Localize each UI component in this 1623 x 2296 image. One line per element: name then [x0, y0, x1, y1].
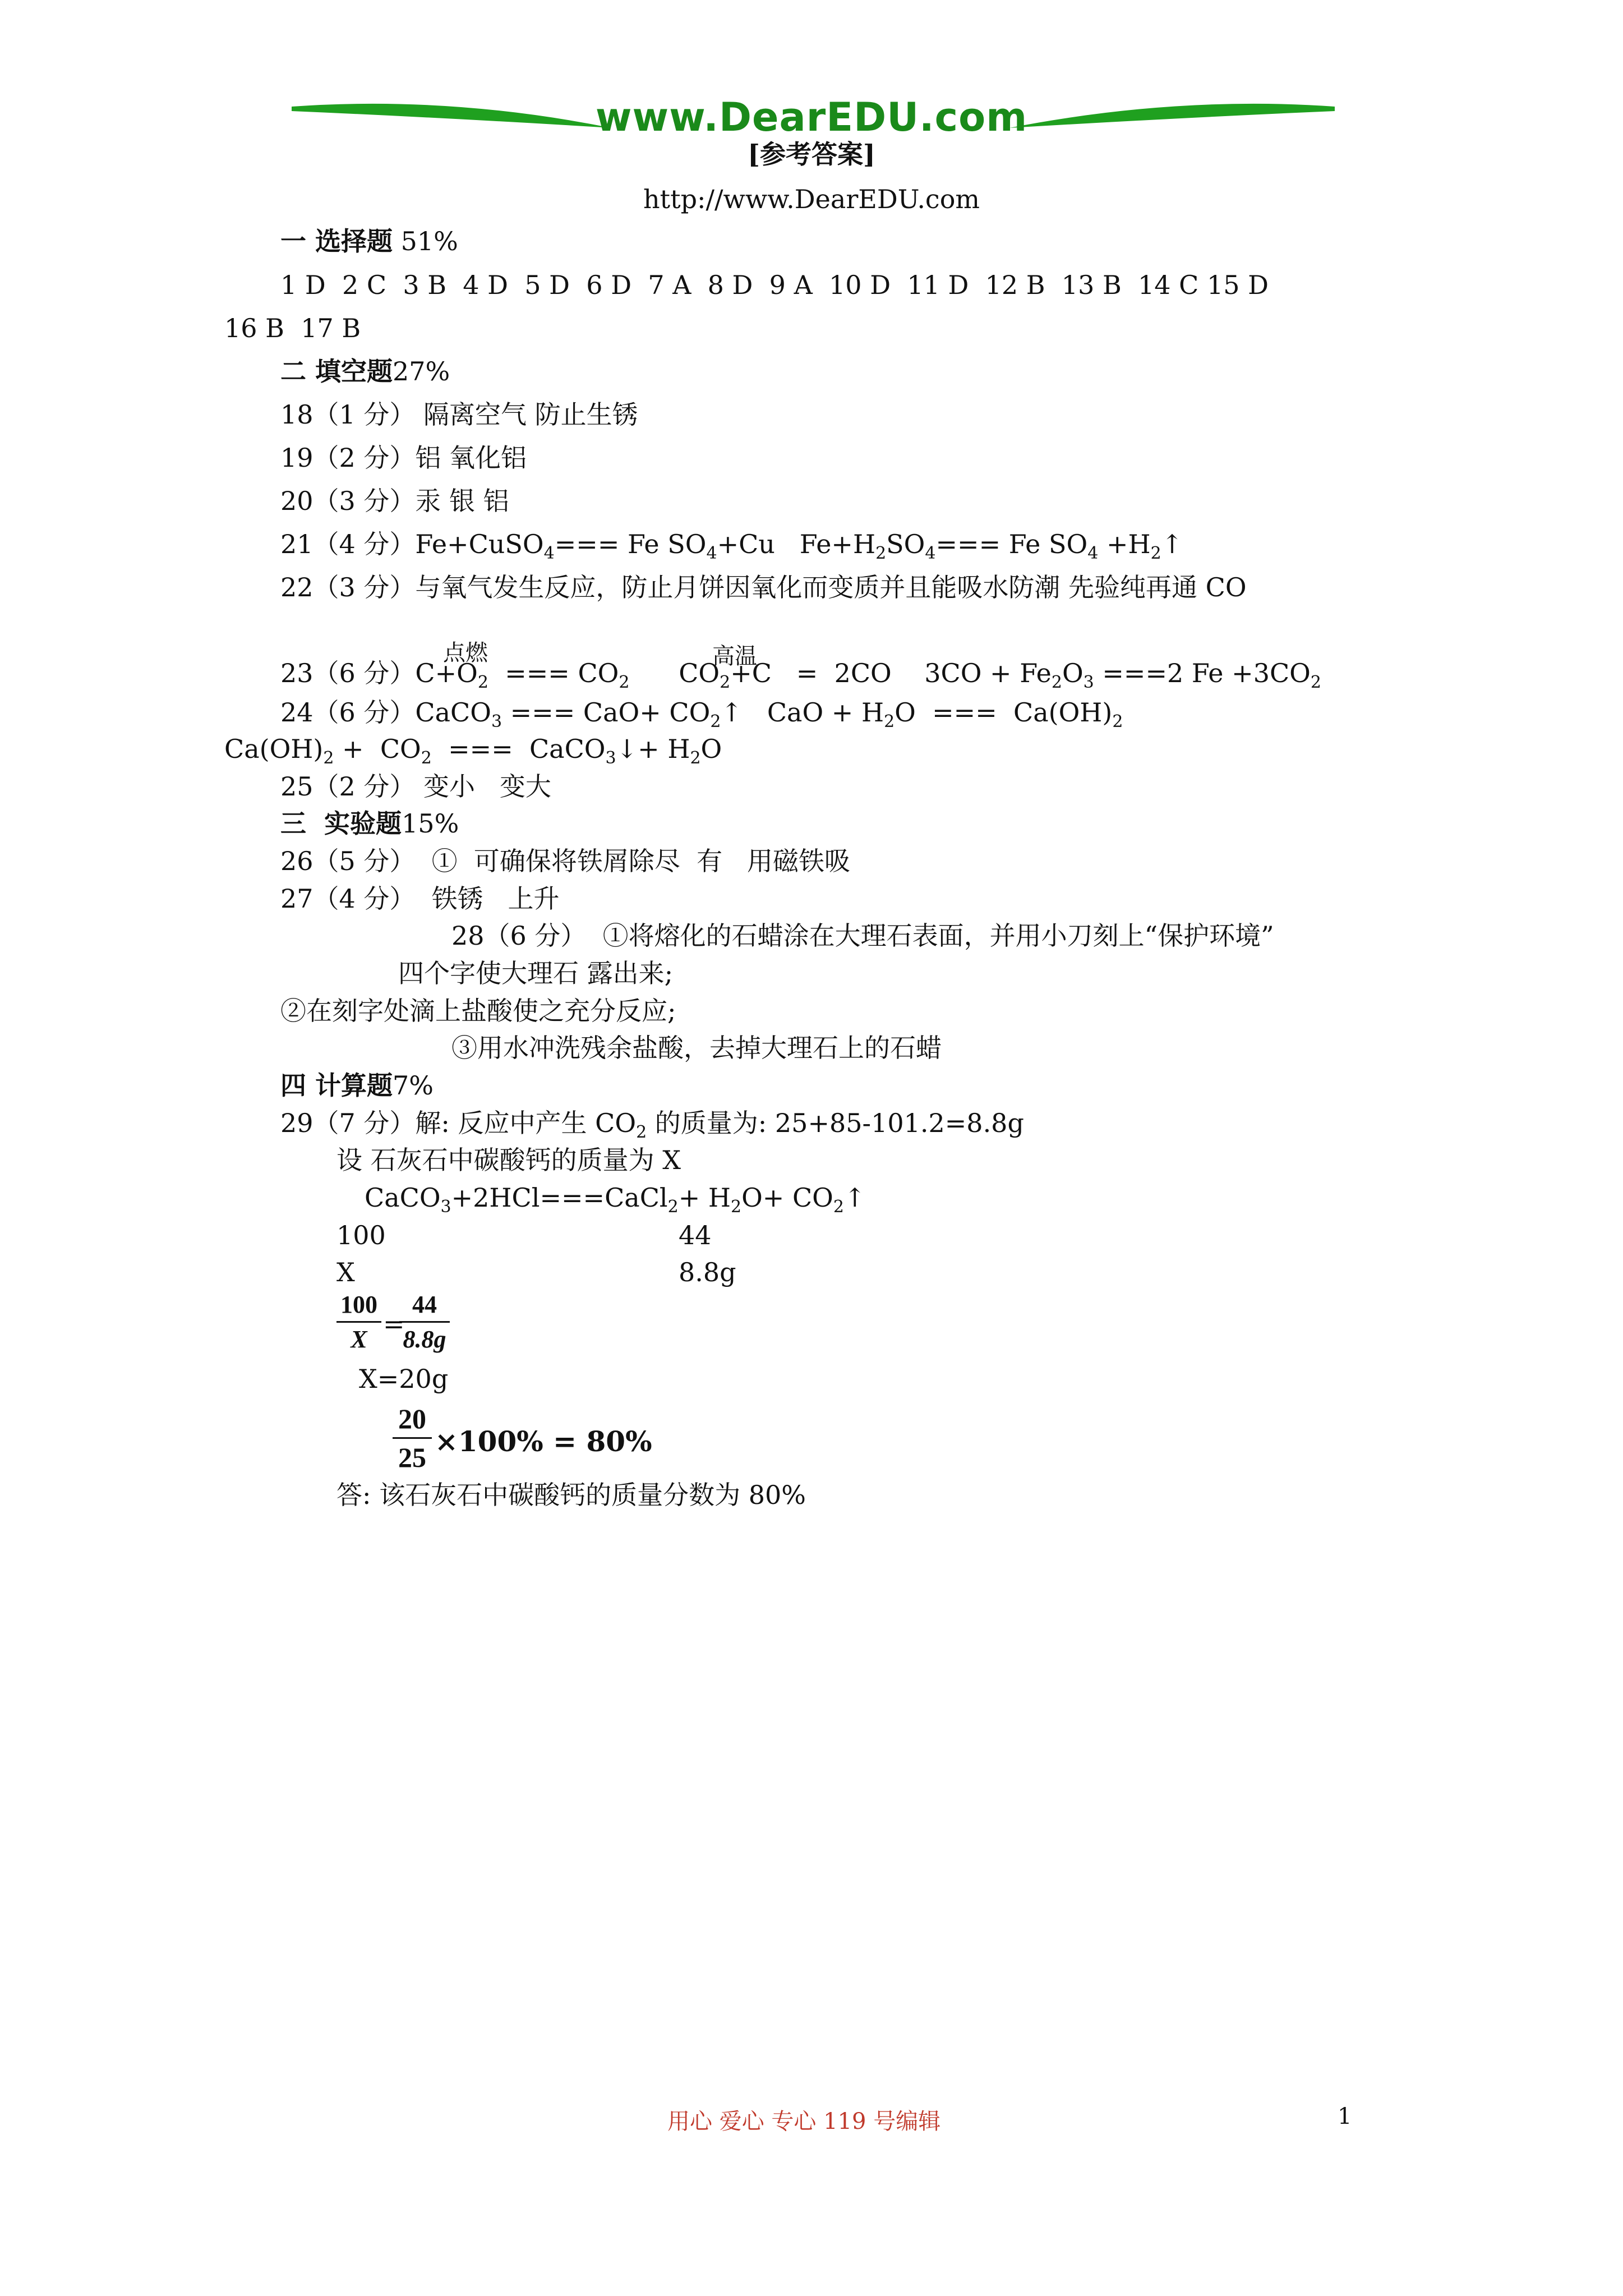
- final-answer: 答: 该石灰石中碳酸钙的质量分数为 80%: [336, 1480, 806, 1510]
- q29-88g: 8.8g: [679, 1257, 736, 1287]
- fraction-20-over-25: 20 25: [393, 1402, 432, 1474]
- q23-label-hightemp: 高温: [712, 643, 757, 669]
- q29-x: X: [336, 1257, 355, 1287]
- q29-mass-100: 100: [336, 1220, 386, 1250]
- q27: 27（4 分） 铁锈 上升: [280, 884, 560, 914]
- q29-equation: CaCO$_3$+2HCl===CaCl$_2$+ $H_2O+$ $CO_2↑$: [365, 1182, 866, 1217]
- fraction-44-over-8.8g: 44 8.8g: [399, 1290, 450, 1354]
- section-4-heading: 四 计算题7%: [280, 1070, 434, 1101]
- q29-mass-44: 44: [679, 1220, 712, 1250]
- percent-result: ×100% = 80%: [435, 1425, 652, 1458]
- q21: 21（4 分）Fe+CuSO$_4$=== Fe $SO_4+Cu$ $Fe+H_2SO_4=== Fe$ $SO_4$ $+H_2↑$: [280, 529, 1183, 563]
- q23: 23（6 分）$C+O_2$ === $CO_2$ $CO_2+C = 2CO$ $3CO + Fe_2O_3 ===2$ $Fe +3CO_2$: [280, 658, 1321, 692]
- site-logo[interactable]: www.DearEDU.com: [595, 94, 1028, 140]
- q25: 25（2 分） 变小 变大: [280, 771, 551, 802]
- q18: 18（1 分） 隔离空气 防止生锈: [280, 399, 638, 430]
- q28-line-1: 28（6 分） ①将熔化的石蜡涂在大理石表面，并用小刀刻上“保护环境”: [451, 921, 1274, 951]
- q29-line-2: 设 石灰石中碳酸钙的质量为 X: [336, 1145, 681, 1175]
- s1-answers-line-1: 1 D 2 C 3 B 4 D 5 D 6 D 7 A 8 D 9 A 10 D 11 D 12 B 13 B 14 C 15 D: [280, 270, 1269, 300]
- fraction-100-over-x: 100 X: [336, 1290, 381, 1354]
- footer-text: 用心 爱心 专心 119 号编辑: [667, 2109, 941, 2134]
- q29-line-1: 29（7 分）解: 反应中产生 $CO_2$ 的质量为: 25+85-101.2=8.8g: [280, 1108, 1024, 1142]
- fraction-equals: =: [383, 1309, 405, 1339]
- page-title: [参考答案]: [748, 139, 875, 169]
- q24-line-1: 24（6 分）CaCO$_3$ === $CaO+ CO_2↑$ CaO + $H_2O$ === $Ca(OH)_2$: [280, 697, 1123, 731]
- section-1-heading: 一 选择题 51%: [280, 226, 458, 256]
- section-2-heading: 二 填空题27%: [280, 356, 450, 386]
- page-number: 1: [1338, 2104, 1352, 2129]
- q23-label-ignite: 点燃: [443, 640, 488, 666]
- q26: 26（5 分） ① 可确保将铁屑除尽 有 用磁铁吸: [280, 846, 851, 876]
- q19: 19（2 分）铝 氧化铝: [280, 443, 527, 473]
- q24-line-2: $Ca(OH)_2 + CO_2$ === CaCO$_3$↓+ $H_2O$: [224, 734, 722, 768]
- q20: 20（3 分）汞 银 铝: [280, 486, 509, 516]
- q28-line-4: ③用水冲洗残余盐酸，去掉大理石上的石蜡: [451, 1033, 942, 1063]
- q29-x-result: X=20g: [359, 1364, 449, 1394]
- q28-line-2: 四个字使大理石 露出来;: [398, 958, 674, 988]
- site-url[interactable]: http://www.DearEDU.com: [643, 184, 980, 214]
- q22: 22（3 分）与氧气发生反应，防止月饼因氧化而变质并且能吸水防潮 先验纯再通 CO: [280, 572, 1247, 602]
- s1-answers-line-2: 16 B 17 B: [224, 313, 361, 343]
- section-3-heading: 三 实验题15%: [280, 808, 459, 839]
- q28-line-3: ②在刻字处滴上盐酸使之充分反应;: [280, 996, 676, 1026]
